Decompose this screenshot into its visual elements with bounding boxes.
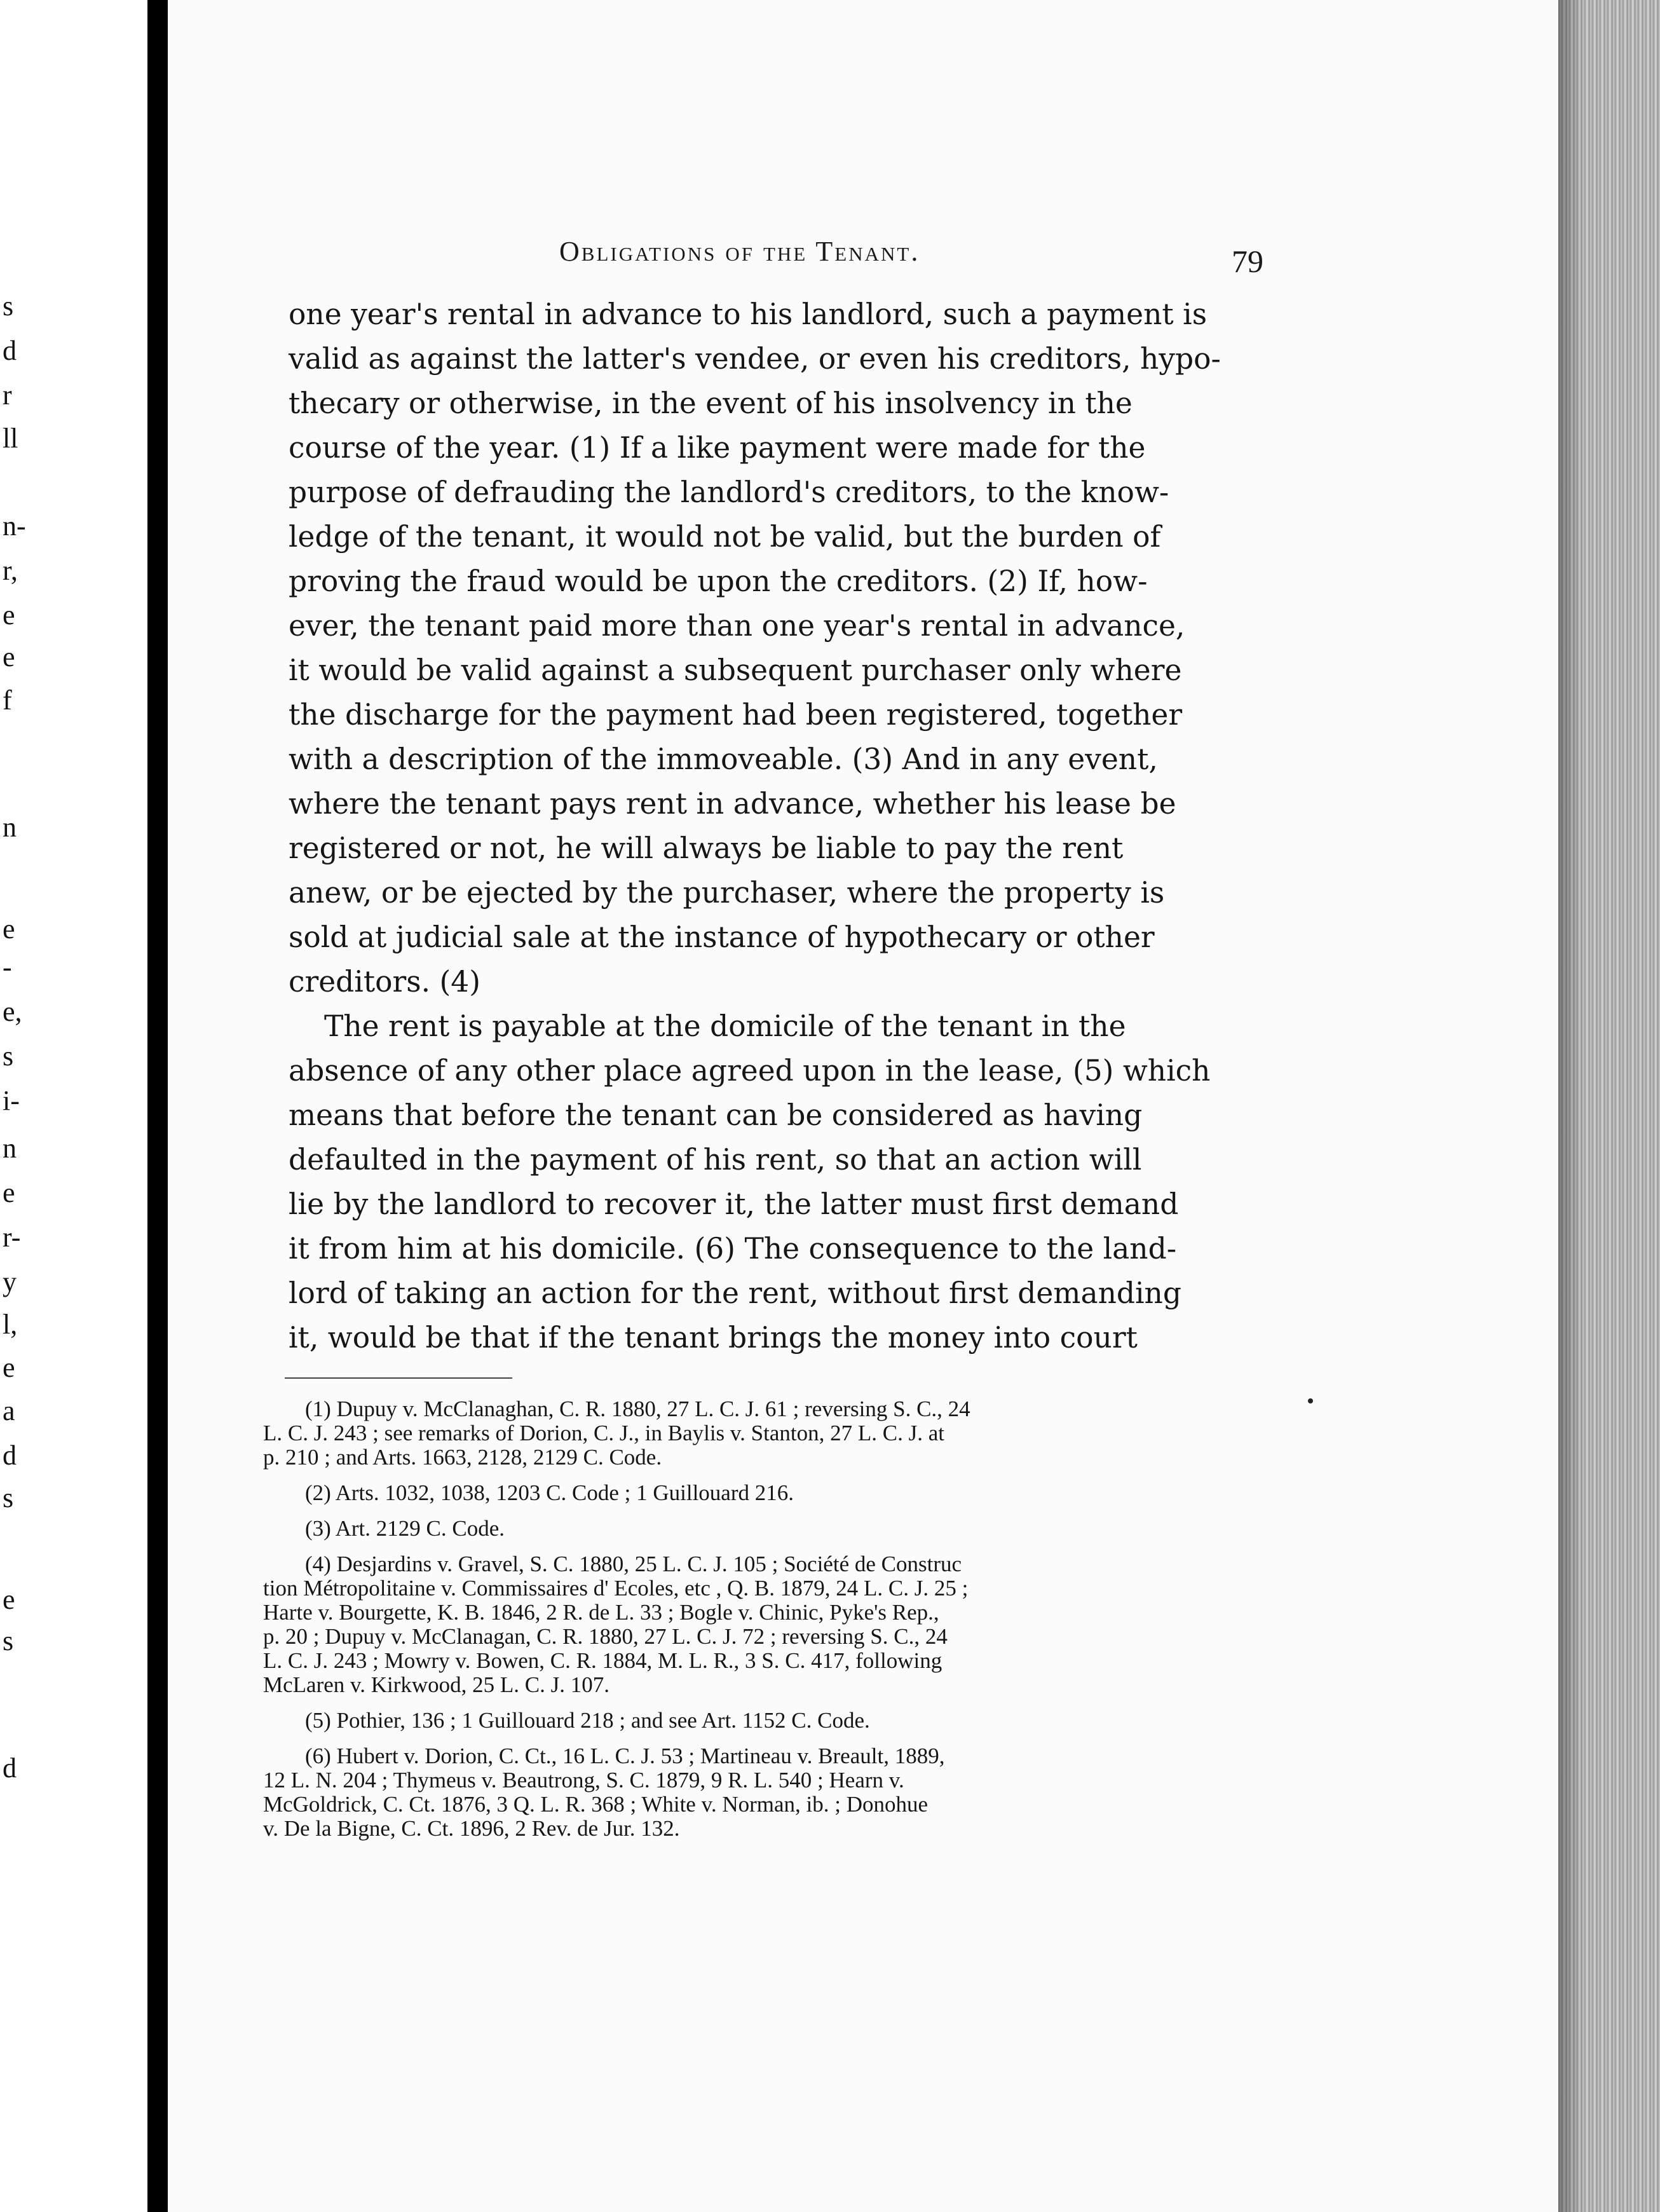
facing-page-edge-char: n bbox=[3, 1133, 17, 1164]
body-line: where the tenant pays rent in advance, whether his lease be bbox=[289, 787, 1176, 821]
body-line: anew, or be ejected by the purchaser, where the property is bbox=[289, 876, 1165, 910]
footnote-6-line: McGoldrick, C. Ct. 1876, 3 Q. L. R. 368 ; White v. Norman, ib. ; Donohue bbox=[263, 1792, 929, 1817]
facing-page-edge-char: f bbox=[3, 685, 12, 716]
facing-page-edge-char: d bbox=[3, 335, 17, 366]
footnote-4-line: tion Métropolitaine v. Commissaires d' Ecoles, etc , Q. B. 1879, 24 L. C. J. 25 ; bbox=[263, 1576, 969, 1601]
body-line: defaulted in the payment of his rent, so that an action will bbox=[289, 1143, 1142, 1177]
body-line: creditors. (4) bbox=[289, 965, 480, 999]
facing-page-edge-char: e, bbox=[3, 996, 22, 1027]
page-stack-shadow bbox=[1558, 0, 1584, 2212]
binding-gutter bbox=[147, 0, 168, 2212]
facing-page-edge-char: e bbox=[3, 599, 15, 631]
facing-page-edge-char: e bbox=[3, 1177, 15, 1208]
body-text bbox=[289, 292, 1262, 1360]
body-line: purpose of defrauding the landlord's creditors, to the know- bbox=[289, 475, 1169, 509]
facing-page-edge-char: e bbox=[3, 913, 15, 945]
facing-page-edge-char: r, bbox=[3, 555, 18, 586]
body-line: lie by the landlord to recover it, the latter must first demand bbox=[289, 1187, 1179, 1221]
facing-page-edge-char: n bbox=[3, 812, 17, 843]
body-line: the discharge for the payment had been registered, together bbox=[289, 698, 1183, 732]
footnote-1-line: (1) Dupuy v. McClanaghan, C. R. 1880, 27 L. C. J. 61 ; reversing S. C., 24 bbox=[305, 1396, 970, 1421]
body-line: it from him at his domicile. (6) The consequence to the land- bbox=[289, 1232, 1177, 1266]
footnote-divider bbox=[285, 1377, 512, 1379]
footnote-1-line: p. 210 ; and Arts. 1663, 2128, 2129 C. Code. bbox=[263, 1445, 662, 1470]
body-line: it would be valid against a subsequent purchaser only where bbox=[289, 653, 1182, 687]
footnote-6-line: v. De la Bigne, C. Ct. 1896, 2 Rev. de Jur. 132. bbox=[263, 1816, 680, 1841]
body-line: it, would be that if the tenant brings the money into court bbox=[289, 1321, 1138, 1355]
facing-page-edge-char: s bbox=[3, 1482, 14, 1513]
body-line: ever, the tenant paid more than one year's rental in advance, bbox=[289, 609, 1185, 643]
footnote-4-line: (4) Desjardins v. Gravel, S. C. 1880, 25 L. C. J. 105 ; Société de Construc bbox=[305, 1552, 962, 1576]
footnote-6-line: (6) Hubert v. Dorion, C. Ct., 16 L. C. J. 53 ; Martineau v. Breault, 1889, bbox=[305, 1744, 945, 1768]
body-line: means that before the tenant can be considered as having bbox=[289, 1098, 1143, 1132]
body-line: course of the year. (1) If a like payment were made for the bbox=[289, 431, 1146, 465]
footnote-4-line: Harte v. Bourgette, K. B. 1846, 2 R. de L. 33 ; Bogle v. Chinic, Pyke's Rep., bbox=[263, 1600, 939, 1625]
ink-speck bbox=[1308, 1398, 1313, 1403]
facing-page-edge-char: s bbox=[3, 1041, 14, 1072]
facing-page-edge-char: d bbox=[3, 1752, 17, 1784]
facing-page-edge-char: r- bbox=[3, 1222, 21, 1253]
body-line: valid as against the latter's vendee, or even his creditors, hypo- bbox=[289, 342, 1221, 376]
facing-page-edge-char: l, bbox=[3, 1309, 18, 1340]
footnote-6-line: 12 L. N. 204 ; Thymeus v. Beautrong, S. C. 1879, 9 R. L. 540 ; Hearn v. bbox=[263, 1768, 904, 1792]
footnote-4-line: L. C. J. 243 ; Mowry v. Bowen, C. R. 1884, M. L. R., 3 S. C. 417, following bbox=[263, 1648, 942, 1673]
facing-page-edge-char: d bbox=[3, 1440, 17, 1471]
footnote-5-line: (5) Pothier, 136 ; 1 Guillouard 218 ; and see Art. 1152 C. Code. bbox=[305, 1708, 870, 1733]
facing-page-edge-char: ll bbox=[3, 423, 18, 454]
body-line: proving the fraud would be upon the creditors. (2) If, how- bbox=[289, 564, 1148, 598]
page-number: 79 bbox=[1232, 243, 1263, 279]
facing-page-edge-char: i- bbox=[3, 1085, 20, 1116]
facing-page-edge-text bbox=[0, 0, 147, 2212]
footnotes bbox=[263, 1397, 1267, 1841]
body-line: with a description of the immoveable. (3) And in any event, bbox=[289, 742, 1158, 776]
running-head: Obligations of the Tenant. bbox=[559, 236, 920, 267]
facing-page-edge-char: - bbox=[3, 952, 12, 983]
body-line: ledge of the tenant, it would not be valid, but the burden of bbox=[289, 520, 1161, 554]
footnote-4-line: McLaren v. Kirkwood, 25 L. C. J. 107. bbox=[263, 1672, 610, 1697]
facing-page-edge-char: e bbox=[3, 1584, 15, 1615]
footnote-1-line: L. C. J. 243 ; see remarks of Dorion, C. J., in Baylis v. Stanton, 27 L. C. J. at bbox=[263, 1421, 944, 1445]
facing-page-edge-char: a bbox=[3, 1395, 15, 1426]
facing-page-edge-char: r bbox=[3, 379, 12, 411]
facing-page-edge-char: e bbox=[3, 641, 15, 672]
body-line: thecary or otherwise, in the event of his insolvency in the bbox=[289, 386, 1133, 420]
body-line: registered or not, he will always be liable to pay the rent bbox=[289, 831, 1124, 865]
footnote-3-line: (3) Art. 2129 C. Code. bbox=[305, 1516, 505, 1541]
footnote-2-line: (2) Arts. 1032, 1038, 1203 C. Code ; 1 Guillouard 216. bbox=[305, 1480, 794, 1505]
body-line: lord of taking an action for the rent, without first demanding bbox=[289, 1276, 1181, 1310]
body-line: sold at judicial sale at the instance of hypothecary or other bbox=[289, 920, 1155, 954]
facing-page-edge-char: y bbox=[3, 1266, 17, 1297]
facing-page-edge-char: e bbox=[3, 1352, 15, 1383]
footnote-4-line: p. 20 ; Dupuy v. McClanagan, C. R. 1880, 27 L. C. J. 72 ; reversing S. C., 24 bbox=[263, 1624, 948, 1649]
paragraph-start-line: The rent is payable at the domicile of the tenant in the bbox=[324, 1009, 1126, 1043]
facing-page-edge-char: n- bbox=[3, 510, 26, 542]
facing-page-edge-char: s bbox=[3, 1625, 14, 1656]
body-line: absence of any other place agreed upon in the lease, (5) which bbox=[289, 1054, 1211, 1088]
body-line: one year's rental in advance to his landlord, such a payment is bbox=[289, 297, 1208, 331]
facing-page-edge-char: s bbox=[3, 290, 14, 322]
